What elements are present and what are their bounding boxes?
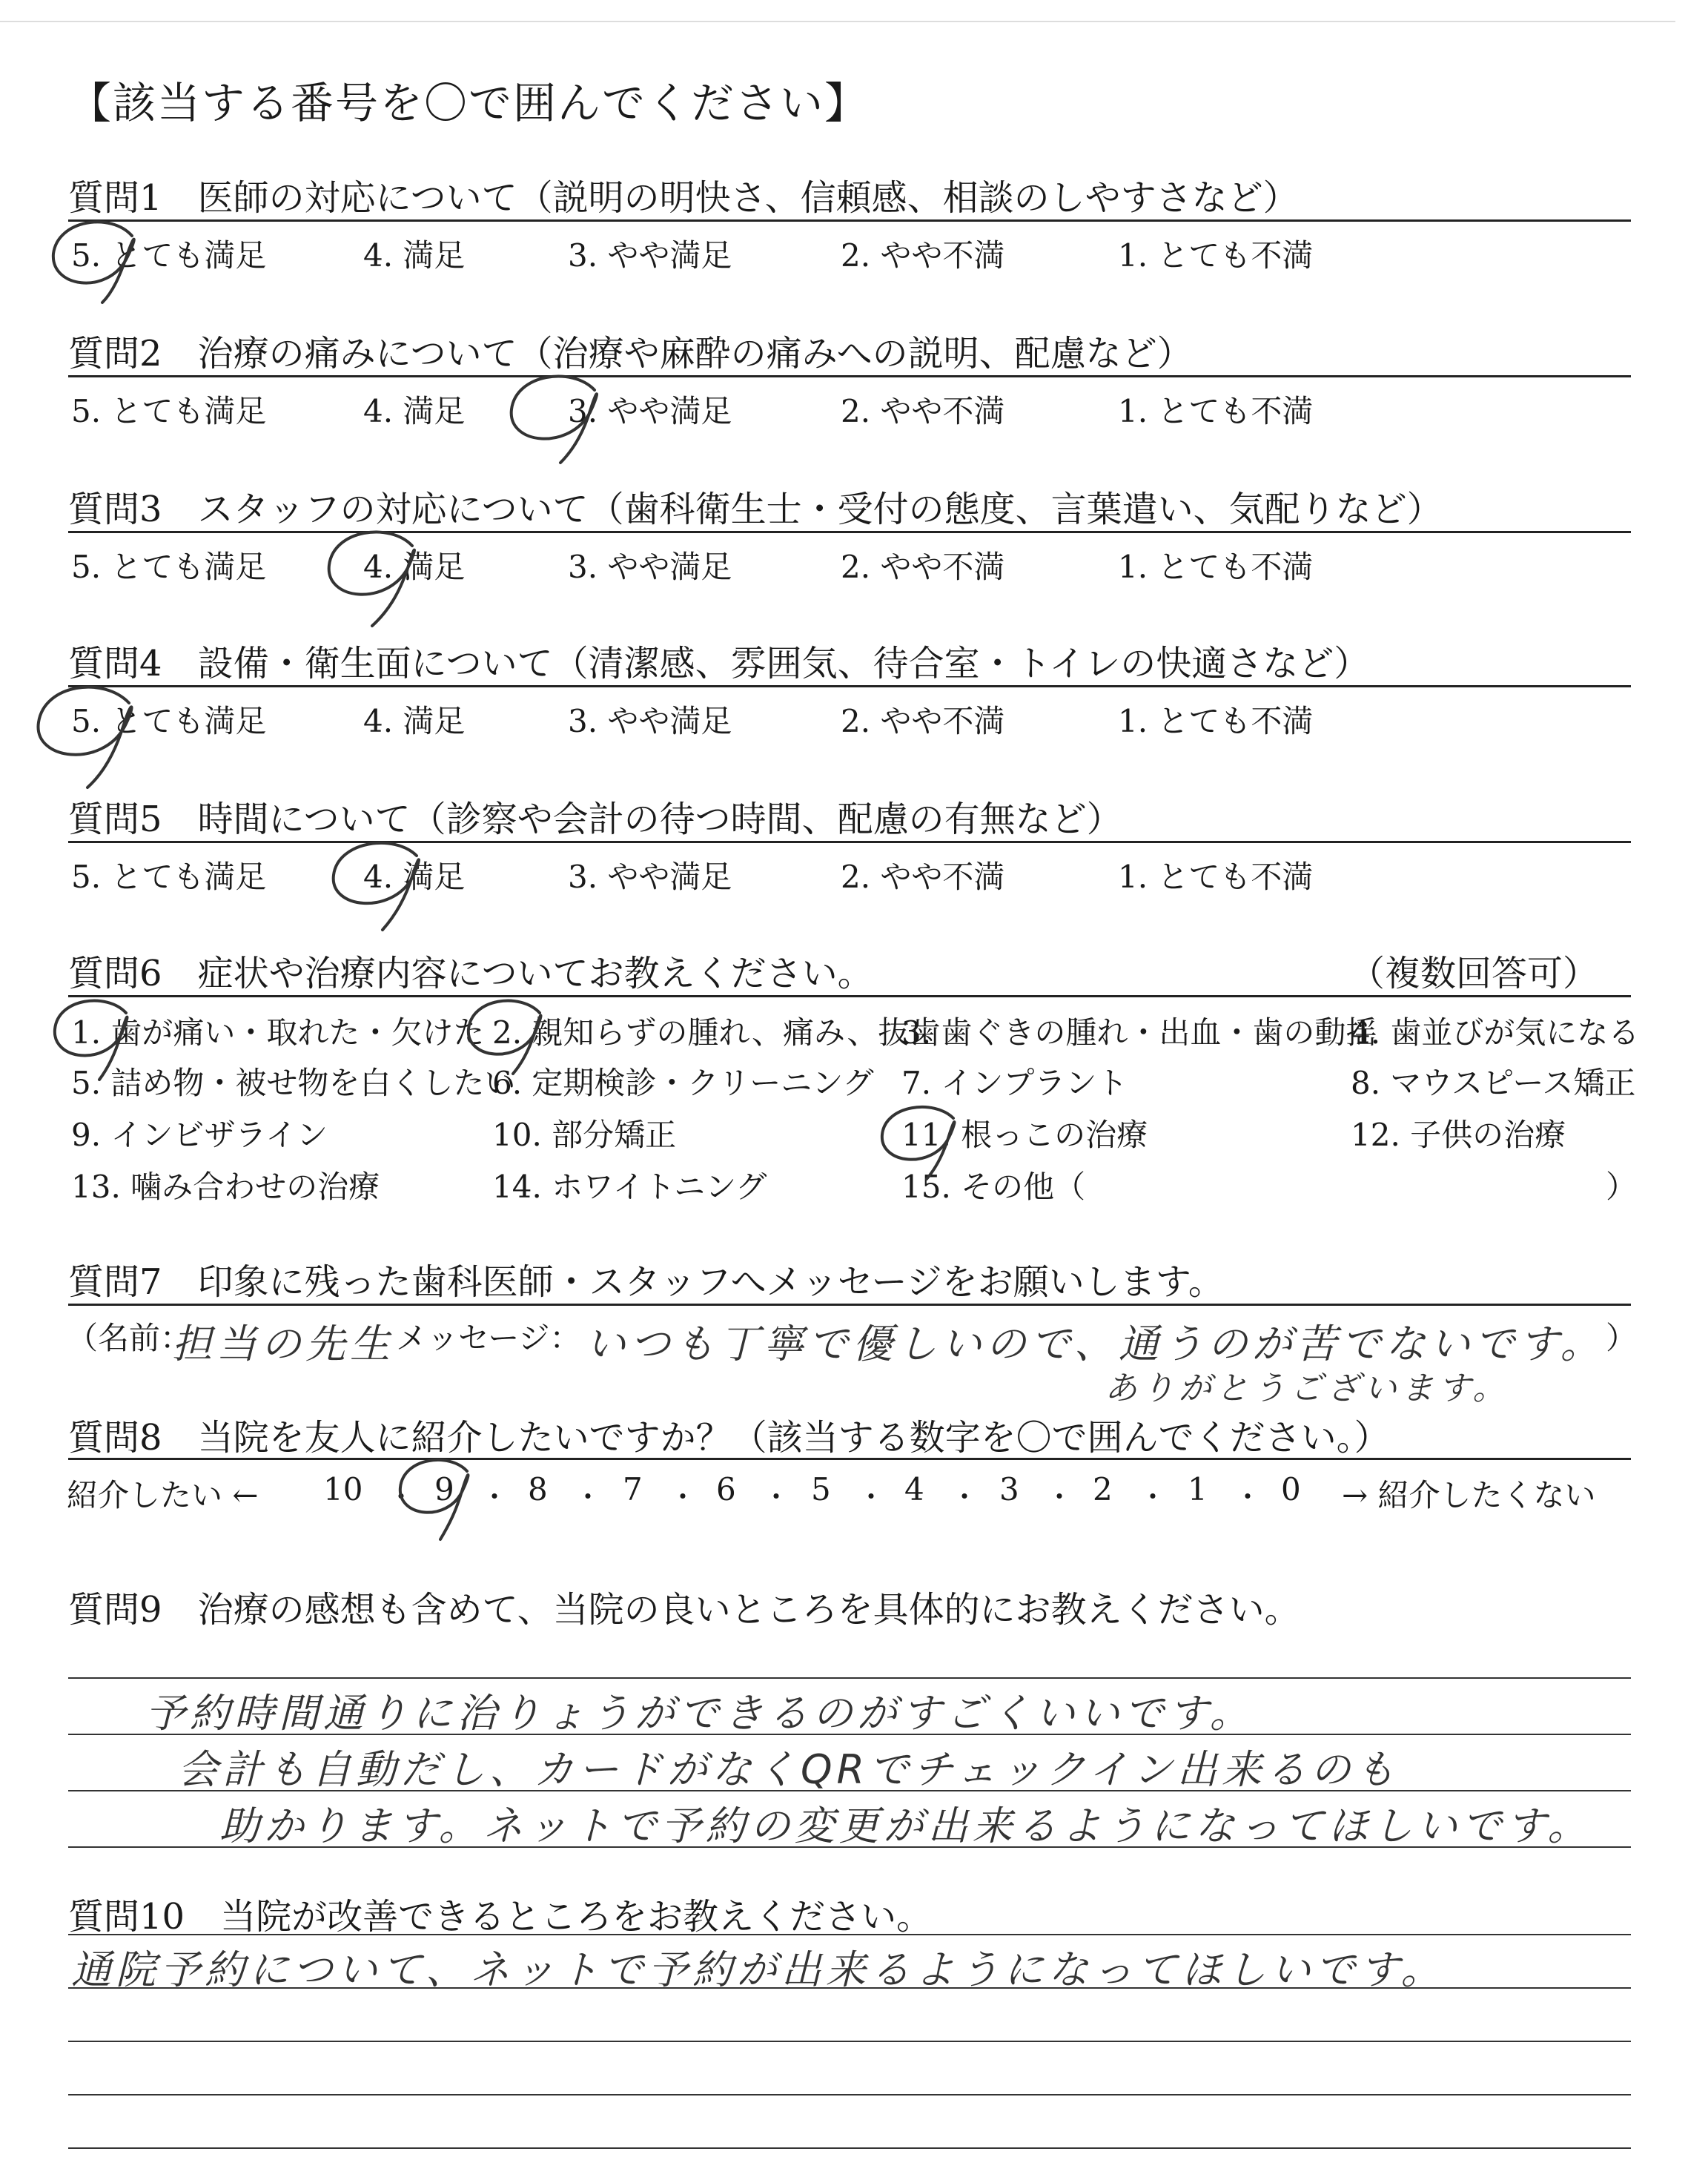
q2-heading <box>68 325 1193 376</box>
q1-option-4[interactable]: 4. 満足 <box>363 237 466 274</box>
q5-option-4[interactable]: 4. 満足 <box>363 859 466 895</box>
q8-scale-6[interactable]: 6 <box>716 1471 736 1507</box>
q8-scale-10[interactable]: 10 <box>323 1471 363 1507</box>
q7-rule <box>68 1304 1631 1306</box>
q6-option-4[interactable]: 4. 歯並びが気になる <box>1351 1014 1640 1051</box>
q6-option-2-circle-mark <box>460 994 556 1075</box>
q10-line <box>68 2094 1631 2095</box>
q1-rule <box>68 219 1631 222</box>
q3-rule <box>68 531 1631 533</box>
q8-left-label: 紹介したい ← <box>67 1477 259 1513</box>
q8-scale-5[interactable]: 5 <box>811 1471 831 1507</box>
q8-separator: ・ <box>857 1481 886 1513</box>
q8-scale-9-circle-mark <box>393 1453 482 1542</box>
q8-separator: ・ <box>669 1481 698 1513</box>
q9-label: 質問9 <box>68 1589 162 1631</box>
q2-circle-mark <box>501 368 612 464</box>
q8-rule <box>68 1458 1631 1460</box>
q7-close: ） <box>1606 1320 1638 1356</box>
q8-separator: ・ <box>1139 1481 1168 1513</box>
q10-line <box>68 2147 1631 2149</box>
q3-option-3[interactable]: 3. やや満足 <box>568 549 732 585</box>
q6-option-2[interactable]: 2. 親知らずの腫れ、痛み、抜歯 <box>492 1014 941 1051</box>
q4-option-3[interactable]: 3. やや満足 <box>568 703 732 739</box>
q6-option-5[interactable]: 5. 詰め物・被せ物を白くしたい <box>71 1065 516 1101</box>
q8-separator: ・ <box>1045 1481 1074 1513</box>
q7-heading <box>68 1253 1224 1304</box>
q9-answer-line-3[interactable]: 助かります。ネットで予約の変更が出来るようになってほしいです。 <box>219 1803 1592 1849</box>
q2-option-3[interactable]: 3. やや満足 <box>568 393 732 429</box>
q8-scale-3[interactable]: 3 <box>999 1471 1019 1507</box>
q4-text: 設備・衛生面について（清潔感、雰囲気、待合室・トイレの快適さなど） <box>197 643 1370 684</box>
q5-heading <box>68 790 1122 842</box>
q4-option-2[interactable]: 2. やや不満 <box>841 703 1005 739</box>
q7-text: 印象に残った歯科医師・スタッフへメッセージをお願いします。 <box>197 1261 1224 1303</box>
q3-option-4[interactable]: 4. 満足 <box>363 549 466 585</box>
q5-option-3[interactable]: 3. やや満足 <box>568 859 732 895</box>
q10-heading <box>68 1888 932 1939</box>
q8-scale-1[interactable]: 1 <box>1188 1471 1208 1507</box>
q5-option-5[interactable]: 5. とても満足 <box>71 859 267 895</box>
q3-option-1[interactable]: 1. とても不満 <box>1118 549 1314 585</box>
q5-option-2[interactable]: 2. やや不満 <box>841 859 1005 895</box>
q8-label: 質問8 <box>68 1417 162 1459</box>
q3-label: 質問3 <box>68 489 162 530</box>
q4-label: 質問4 <box>68 643 162 684</box>
q4-option-1[interactable]: 1. とても不満 <box>1118 703 1314 739</box>
q8-separator: ・ <box>574 1481 603 1513</box>
q1-option-1[interactable]: 1. とても不満 <box>1118 237 1314 274</box>
q8-scale-7[interactable]: 7 <box>623 1471 643 1507</box>
q3-circle-mark <box>319 524 430 627</box>
top-border <box>0 21 1675 22</box>
q2-option-5[interactable]: 5. とても満足 <box>71 393 267 429</box>
q2-option-1[interactable]: 1. とても不満 <box>1118 393 1314 429</box>
q6-option-13[interactable]: 13. 噛み合わせの治療 <box>71 1169 380 1205</box>
q9-answer-line-1[interactable]: 予約時間通りに治りょうができるのがすごくいいです。 <box>145 1690 1254 1737</box>
q8-text: 当院を友人に紹介したいですか？（該当する数字を〇で囲んでください。） <box>197 1417 1390 1459</box>
q8-scale-4[interactable]: 4 <box>904 1471 924 1507</box>
q6-label: 質問6 <box>68 953 162 994</box>
q9-answer-line-2[interactable]: 会計も自動だし、カードがなくQRでチェックイン出来るのも <box>178 1746 1400 1793</box>
q6-option-8[interactable]: 8. マウスピース矯正 <box>1351 1065 1636 1101</box>
q8-separator: ・ <box>480 1481 509 1513</box>
q4-heading <box>68 635 1369 686</box>
q2-option-2[interactable]: 2. やや不満 <box>841 393 1005 429</box>
q6-option-6[interactable]: 6. 定期検診・クリーニング <box>492 1065 874 1101</box>
q7-name-value[interactable]: 担当の先生 <box>172 1321 394 1367</box>
q9-heading <box>68 1581 1300 1632</box>
q1-option-2[interactable]: 2. やや不満 <box>841 237 1005 274</box>
q1-label: 質問1 <box>68 177 162 219</box>
q5-label: 質問5 <box>68 799 162 840</box>
q4-option-5[interactable]: 5. とても満足 <box>71 703 267 739</box>
q6-option-10[interactable]: 10. 部分矯正 <box>492 1117 677 1153</box>
q9-text: 治療の感想も含めて、当院の良いところを具体的にお教えください。 <box>197 1589 1300 1631</box>
q5-text: 時間について（診察や会計の待つ時間、配慮の有無など） <box>197 799 1122 840</box>
q6-note: （複数回答可） <box>1349 953 1599 994</box>
q6-option-7[interactable]: 7. インプラント <box>901 1065 1128 1101</box>
q8-separator: ・ <box>1234 1481 1262 1513</box>
q8-separator: ・ <box>387 1481 416 1513</box>
q10-line <box>68 2041 1631 2042</box>
q8-scale-0[interactable]: 0 <box>1281 1471 1301 1507</box>
q8-right-label: → 紹介したくない <box>1342 1477 1596 1513</box>
q3-text: スタッフの対応について（歯科衛生士・受付の態度、言葉遣い、気配りなど） <box>197 489 1443 530</box>
q6-rule <box>68 995 1631 997</box>
q8-scale-2[interactable]: 2 <box>1093 1471 1113 1507</box>
q10-label: 質問10 <box>68 1896 185 1938</box>
q2-rule <box>68 375 1631 377</box>
q9-line <box>68 1677 1631 1679</box>
q7-message-line-1[interactable]: いつも丁寧で優しいので、通うのが苦でないです。 <box>586 1321 1605 1367</box>
q10-answer-line-1[interactable]: 通院予約について、ネットで予約が出来るようになってほしいです。 <box>71 1946 1446 1993</box>
q3-option-2[interactable]: 2. やや不満 <box>841 549 1005 585</box>
q8-separator: ・ <box>762 1481 791 1513</box>
q10-text: 当院が改善できるところをお教えください。 <box>220 1896 933 1938</box>
q1-heading <box>68 169 1299 220</box>
q6-option-12[interactable]: 12. 子供の治療 <box>1351 1117 1566 1153</box>
q5-circle-mark <box>323 835 434 931</box>
page-title: 【該当する番号を〇で囲んでください】 <box>68 78 870 128</box>
q2-text: 治療の痛みについて（治療や麻酔の痛みへの説明、配慮など） <box>197 333 1193 374</box>
q2-option-4[interactable]: 4. 満足 <box>363 393 466 429</box>
q8-scale-9[interactable]: 9 <box>434 1471 454 1507</box>
q7-label: 質問7 <box>68 1261 162 1303</box>
q8-scale-8[interactable]: 8 <box>528 1471 548 1507</box>
q6-other-close: ） <box>1606 1169 1638 1205</box>
q6-option-11-circle-mark <box>873 1100 970 1182</box>
q5-rule <box>68 841 1631 843</box>
q6-option-1[interactable]: 1. 歯が痛い・取れた・欠けた <box>71 1014 485 1051</box>
q6-option-1-circle-mark <box>46 994 142 1083</box>
q1-circle-mark <box>44 215 148 304</box>
q4-option-4[interactable]: 4. 満足 <box>363 703 466 739</box>
q1-option-5[interactable]: 5. とても満足 <box>71 237 267 274</box>
q3-option-5[interactable]: 5. とても満足 <box>71 549 267 585</box>
q7-name-label: （名前： <box>67 1320 192 1356</box>
q8-heading <box>68 1409 1390 1460</box>
q3-heading <box>68 480 1443 532</box>
q10-line <box>68 1934 1631 1935</box>
q2-label: 質問2 <box>68 333 162 374</box>
q4-circle-mark <box>25 678 144 789</box>
q6-option-15[interactable]: 15. その他（ <box>901 1169 1086 1205</box>
q4-rule <box>68 685 1631 687</box>
q1-text: 医師の対応について（説明の明快さ、信頼感、相談のしやすさなど） <box>197 177 1299 219</box>
q8-separator: ・ <box>950 1481 979 1513</box>
q6-option-3[interactable]: 3. 歯ぐきの腫れ・出血・歯の動揺 <box>901 1014 1377 1051</box>
q6-text: 症状や治療内容についてお教えください。 <box>197 953 873 994</box>
q7-message-line-2[interactable]: ありがとうございます。 <box>1105 1370 1510 1407</box>
q5-option-1[interactable]: 1. とても不満 <box>1118 859 1314 895</box>
q1-option-3[interactable]: 3. やや満足 <box>568 237 732 274</box>
q6-option-14[interactable]: 14. ホワイトニング <box>492 1169 767 1205</box>
q7-message-label: メッセージ： <box>396 1320 581 1356</box>
q6-option-11[interactable]: 11. 根っこの治療 <box>901 1117 1148 1153</box>
q6-option-9[interactable]: 9. インビザライン <box>71 1117 328 1153</box>
q6-heading <box>68 945 873 996</box>
